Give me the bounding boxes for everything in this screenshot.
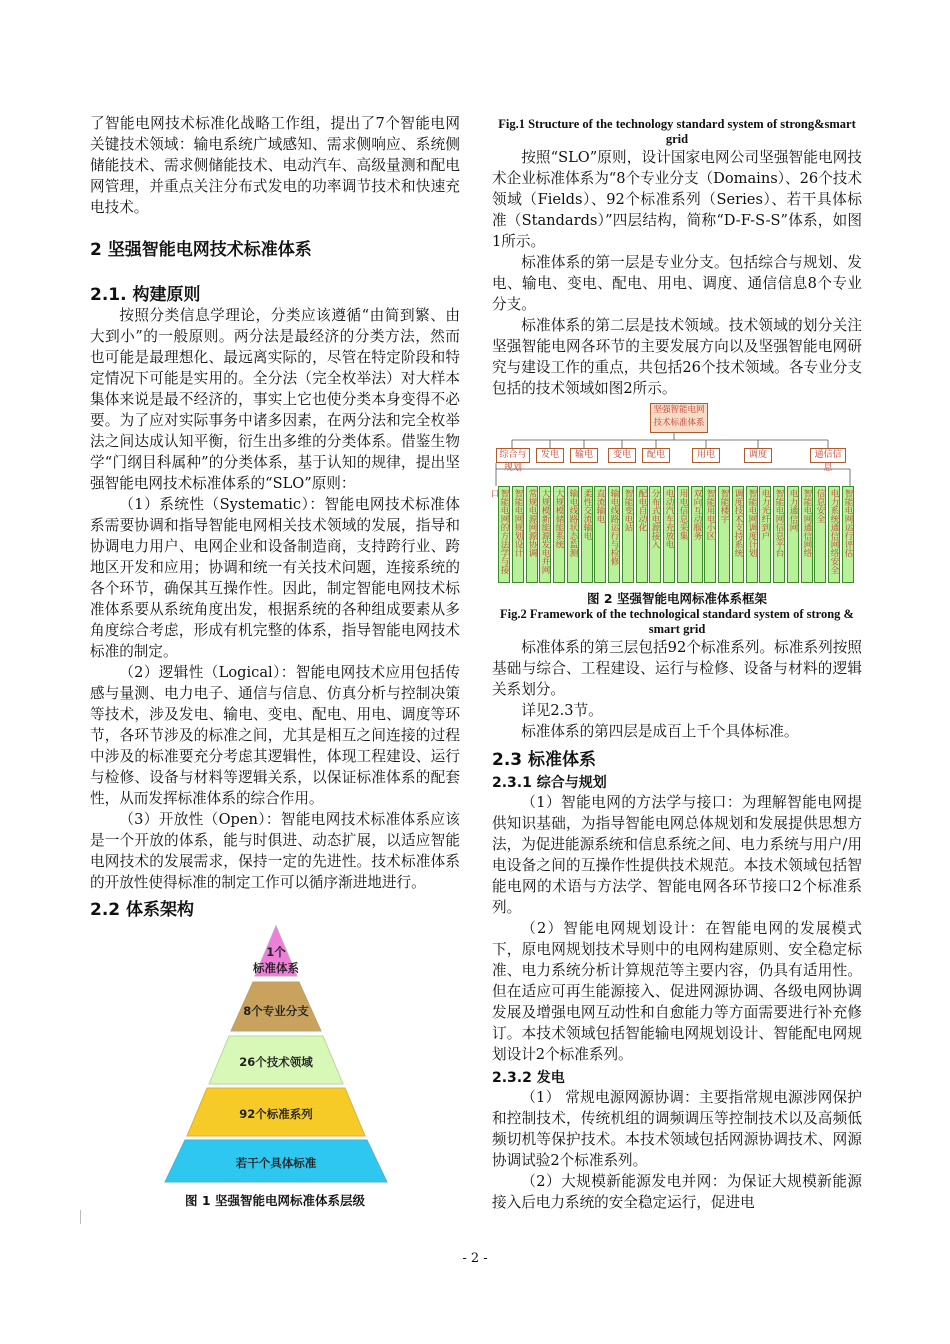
paragraph-layer-3: 标准体系的第三层包括92个标准系列。标准系列按照基础与综合、工程建设、运行与检修、设备与材料的逻辑关系划分。: [492, 639, 862, 698]
section-2-3-2-title: 2.3.2 发电: [492, 1070, 565, 1086]
paragraph-new-energy: （2）大规模新能源发电并网：为保证大规模新能源接入后电力系统的安全稳定运行，促进电: [492, 1173, 862, 1211]
figure-2-caption: 图 2 坚强智能电网标准体系框架: [587, 591, 767, 606]
framework-leaf: 大规模新能源发电并网: [539, 486, 551, 583]
section-2-2-title: 2.2 体系架构: [90, 900, 195, 920]
paragraph-see-section: 详见2.3节。: [521, 702, 603, 719]
framework-leaf: 输电线路状态监测: [567, 486, 579, 583]
paragraph-conventional-source: （1） 常规电源网源协调：主要指常规电源涉网保护和控制技术，传统机组的调频调压等控制技术以及高频低频切机等保护技术。本技术领域包括网源协调技术、网源协调试验2个标准系列。: [492, 1089, 862, 1169]
branch-communication: 通信信息: [810, 448, 846, 463]
framework-root: 坚强智能电网技术标准体系: [650, 403, 708, 433]
pyramid-label-3: 26个技术领域: [239, 1055, 313, 1069]
section-2-3-1-title: 2.3.1 综合与规划: [492, 775, 607, 791]
framework-leaf: 智能楼宇: [718, 486, 730, 583]
framework-leaf: 智能电网调度计划: [746, 486, 758, 583]
framework-leaf: 配电自动化: [636, 486, 648, 583]
branch-planning: 综合与规划: [496, 448, 530, 463]
framework-leaf: 信息安全: [814, 486, 826, 583]
framework-leaf: 电力通信网: [787, 486, 799, 583]
pyramid-label-1b: 标准体系: [253, 961, 299, 975]
framework-leaf: 智能用电小区: [704, 486, 716, 583]
pyramid-label-1: 1个: [266, 945, 286, 959]
branch-substation: 变电: [608, 448, 636, 463]
framework-leaf: 智能电网规划设计: [512, 486, 524, 583]
paragraph-layer-2: 标准体系的第二层是技术领域。技术领域的划分关注坚强智能电网各环节的主要发展方向以及坚强智能电网研究与建设工作的重点，共包括26个技术领域。各专业分支包括的技术领域如图2所示。: [492, 317, 862, 397]
framework-leaf: 双向互动服务: [691, 486, 703, 583]
paragraph-logical: （2）逻辑性（Logical）：智能电网技术应用包括传感与量测、电力电子、通信与信息、仿真分析与控制决策等技术，涉及发电、输电、变电、配电、用电、调度等环节，各环节涉及的标准之间，尤其是相互之间连接的过程中涉及的标准要充分考虑其逻辑性，体现工程建设、运行与检修、设备与材料等逻辑关系，以保证标准体系的配套性，从而发挥标准体系的综合作用。: [90, 664, 460, 807]
paragraph-systematic: （1）系统性（Systematic）：智能电网技术标准体系需要协调和指导智能电网相关技术领域的发展，指导和协调电力用户、电网企业和设备制造商，支持跨行业、跨地区开发和应用；协调和统一有关技术问题，连接系统的各个环节，确保其互操作性。因此，制定智能电网技术标准体系要从系统角度出发，根据系统的各种组成要素从多角度综合考虑，形成有机完整的体系，指导智能电网技术标准的制定。: [90, 496, 460, 660]
framework-leaf: 智能变电站: [622, 486, 634, 583]
paragraph-slo: 按照“SLO”原则，设计国家电网公司坚强智能电网技术企业标准体系为“8个专业分支（Domains）、26个技术领域（Fields）、92个标准系列（Series）、若干具体标准（Standards）”四层结构，简称“D-F-S-S”体系，如图1所示。: [492, 149, 862, 250]
branch-generation: 发电: [536, 448, 564, 463]
figure-1-caption: 图 1 坚强智能电网标准体系层级: [185, 1193, 365, 1208]
left-column: [90, 113, 460, 1209]
section-2-3-title: 2.3 标准体系: [492, 750, 597, 770]
paragraph-methodology: （1）智能电网的方法学与接口：为理解智能电网提供知识基础，为指导智能电网总体规划和发展提供思想方法，为促进能源系统和信息系统之间、电力系统与用户/用电设备之间的互操作性提供技术规范。本技术领域包括智能电网的术语与方法学、智能电网各环节接口2个标准系列。: [492, 794, 862, 916]
framework-leaf: 智能电网运行评估: [842, 486, 854, 583]
framework-leaf: 柔性交流输电: [581, 486, 593, 583]
framework-leaf: 智能电网信息平台: [773, 486, 785, 583]
framework-leaf: 常规电源网源协调: [526, 486, 538, 583]
branch-transmission: 输电: [570, 448, 598, 463]
framework-leaf: 输电线路运行与检修: [608, 486, 620, 583]
paragraph-open: （3）开放性（Open）：智能电网技术标准体系应该是一个开放的体系，能与时俱进、动态扩展，以适应智能电网技术的发展需求，保持一定的先进性。技术标准体系的开放性使得标准的制定工作可以循序渐进地进行。: [90, 811, 460, 891]
pyramid-label-2: 8个专业分支: [243, 1004, 309, 1018]
framework-leaf: 智能电网的方法学与接口: [498, 486, 510, 583]
branch-dispatch: 调度: [744, 448, 772, 463]
paragraph-layer-1: 标准体系的第一层是专业分支。包括综合与规划、发电、输电、变电、配电、用电、调度、通信信息8个专业分支。: [492, 254, 862, 313]
page-number: - 2 -: [462, 1251, 488, 1266]
framework-leaf: 用电信息采集: [677, 486, 689, 583]
paragraph-planning-design: （2）智能电网规划设计：在智能电网的发展模式下，原电网规划技术导则中的电网构建原则、安全稳定标准、电力系统分析计算规范等主要内容，仍具有适用性。但在适应可再生能源接入、促进网源协调、各级电网协调发展及增强电网互动性和自愈能力等方面需要进行补充修订。本技术领域包括智能输电网规划设计、智能配电网规划设计2个标准系列。: [492, 920, 862, 1063]
figure-2-framework: [489, 403, 854, 583]
figure-1-caption-en: Fig.1 Structure of the technology standard system of strong&smart grid: [498, 117, 856, 146]
framework-leaf: 分布式电源接入: [649, 486, 661, 583]
paragraph-principles: 按照分类信息学理论，分类应该遵循“由简到繁、由大到小”的一般原则。两分法是最经济的分类方法，然而也可能是最理想化、最远离实际的，尽管在特定阶段和特定情况下可能是实用的。全分法（完全枚举法）对大样本集体来说是最不经济的，事实上它也使分类本身变得不必要。为了应对实际事务中诸多因素，在两分法和完全枚举法之间达成认知平衡，衍生出多维的分类体系。借鉴生物学“门纲目科属种”的分类体系，基于认知的规律，提出坚强智能电网技术标准体系的“SLO”原则：: [90, 307, 460, 492]
margin-rule: [80, 1210, 81, 1224]
framework-leaf: 电动汽车充放电: [663, 486, 675, 583]
right-column: [489, 113, 862, 1213]
pyramid-label-5: 若干个具体标准: [235, 1156, 317, 1170]
framework-leaf: 大规模储能系统: [553, 486, 565, 583]
intro-paragraph: 了智能电网技术标准化战略工作组，提出了7个智能电网关键技术领域：输电系统广域感知、需求侧响应、系统侧储能技术、需求侧储能技术、电动汽车、高级量测和配电网管理，并重点关注分布式发电的功率调节技术和快速充电技术。: [90, 115, 460, 216]
paragraph-layer-4: 标准体系的第四层是成百上千个具体标准。: [521, 723, 799, 740]
branch-consumption: 用电: [692, 448, 720, 463]
framework-leaf: 直流输电: [594, 486, 606, 583]
framework-leaf: 电力光纤到户: [759, 486, 771, 583]
framework-leaf: 调度技术支持系统: [732, 486, 744, 583]
section-2-1-title: 2.1. 构建原则: [90, 285, 201, 305]
section-2-title: 2 坚强智能电网技术标准体系: [90, 240, 312, 260]
pyramid-label-4: 92个标准系列: [239, 1107, 313, 1121]
framework-leaf: 电力系统通信网络安全: [828, 486, 840, 583]
figure-1-pyramid: [165, 926, 387, 1182]
framework-leaf: 智能电网通信网络: [801, 486, 813, 583]
branch-distribution: 配电: [642, 448, 670, 463]
figure-2-caption-en: Fig.2 Framework of the technological standard system of strong & smart grid: [500, 607, 854, 636]
